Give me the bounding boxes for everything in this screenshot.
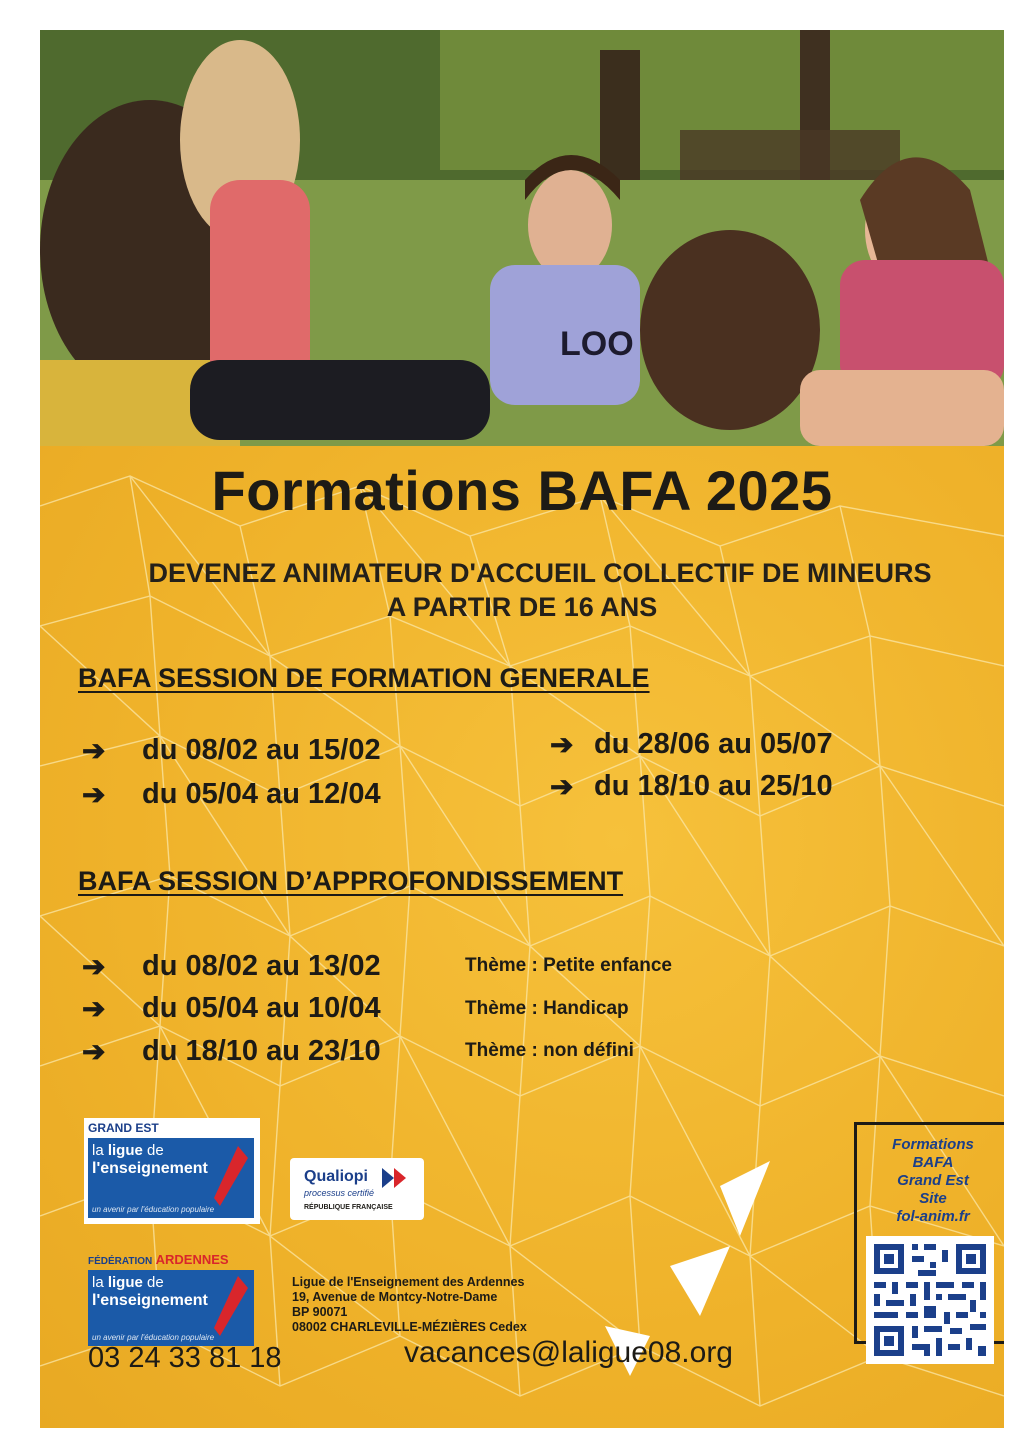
general-session-2	[82, 778, 381, 811]
address-line: BP 90071	[292, 1305, 348, 1319]
session-dates: du 18/10 au 23/10	[142, 1035, 381, 1067]
email-link[interactable]: vacances@laligue08.org	[404, 1336, 733, 1369]
ligue-name-line2: l'enseignement	[92, 1160, 208, 1177]
ligue-blue-panel	[88, 1138, 254, 1218]
federation-ardennes-label: FÉDÉRATION ARDENNES	[88, 1252, 229, 1267]
session-dates: du 08/02 au 13/02	[142, 950, 381, 982]
ligue-tagline: un avenir par l'éducation populaire	[92, 1205, 215, 1214]
session-dates: du 08/02 au 15/02	[142, 734, 381, 766]
qr-caption	[858, 1136, 1004, 1226]
session-dates: du 18/10 au 25/10	[594, 770, 833, 802]
flyer	[40, 30, 1004, 1428]
ligue-name-line1: la ligue de	[92, 1274, 164, 1291]
children-photo	[40, 30, 1004, 446]
qr-caption-line: fol-anim.fr	[896, 1208, 970, 1225]
qualiopi-logo	[290, 1158, 424, 1220]
qualiopi-arrows-icon	[382, 1168, 410, 1188]
address-line: 19, Avenue de Montcy-Notre-Dame	[292, 1290, 498, 1304]
qualiopi-subtitle: processus certifié	[304, 1188, 375, 1198]
subtitle-line-2: A PARTIR DE 16 ANS	[386, 592, 658, 622]
qr-caption-line: Grand Est	[897, 1172, 969, 1189]
republique-francaise-label: RÉPUBLIQUE FRANÇAISE	[304, 1204, 393, 1211]
qr-caption-line: Site	[919, 1190, 947, 1207]
qualiopi-name: Qualiopi	[304, 1168, 368, 1185]
approfondissement-session-3	[82, 1035, 381, 1068]
page-title: Formations BAFA 2025	[211, 459, 833, 522]
phone-number[interactable]: 03 24 33 81 18	[88, 1342, 282, 1374]
ligue-grand-est-logo	[84, 1118, 260, 1224]
subtitle-line-1: DEVENEZ ANIMATEUR D'ACCUEIL COLLECTIF DE MINEURS	[148, 558, 932, 588]
postal-address	[292, 1275, 527, 1335]
ligue-arrow-icon	[208, 1276, 248, 1336]
session-theme: Thème : non défini	[465, 1040, 634, 1061]
session-theme: Thème : Handicap	[465, 998, 629, 1019]
arrow-right-icon: ➔	[550, 729, 574, 760]
arrow-right-icon: ➔	[82, 735, 106, 766]
ligue-tagline: un avenir par l'éducation populaire	[92, 1333, 215, 1342]
ligue-arrow-icon	[208, 1146, 248, 1206]
general-session-1	[82, 734, 381, 767]
grand-est-label: GRAND EST	[88, 1121, 159, 1135]
session-dates: du 28/06 au 05/07	[594, 728, 833, 760]
ligue-name-line2: l'enseignement	[92, 1292, 208, 1309]
general-session-4	[550, 770, 833, 803]
svg-text:LOO: LOO	[560, 325, 634, 363]
session-dates: du 05/04 au 12/04	[142, 778, 381, 810]
address-line: 08002 CHARLEVILLE-MÉZIÈRES Cedex	[292, 1320, 527, 1334]
arrow-right-icon: ➔	[82, 1036, 106, 1067]
general-session-3	[550, 728, 833, 761]
qr-caption-line: BAFA	[912, 1154, 954, 1171]
general-session-heading: BAFA SESSION DE FORMATION GENERALE	[78, 663, 650, 693]
approfondissement-heading: BAFA SESSION D’APPROFONDISSEMENT	[78, 866, 624, 896]
arrow-right-icon: ➔	[82, 951, 106, 982]
approfondissement-session-1	[82, 950, 381, 983]
session-dates: du 05/04 au 10/04	[142, 992, 381, 1024]
ligue-ardennes-logo	[88, 1270, 254, 1346]
ligue-name-line1: la ligue de	[92, 1142, 164, 1159]
address-line: Ligue de l'Enseignement des Ardennes	[292, 1275, 525, 1289]
arrow-right-icon: ➔	[82, 779, 106, 810]
qr-code-icon[interactable]	[866, 1236, 994, 1364]
arrow-right-icon: ➔	[82, 993, 106, 1024]
session-theme: Thème : Petite enfance	[465, 955, 672, 976]
qr-caption-line: Formations	[892, 1136, 974, 1153]
arrow-right-icon: ➔	[550, 771, 574, 802]
approfondissement-session-2	[82, 992, 381, 1025]
